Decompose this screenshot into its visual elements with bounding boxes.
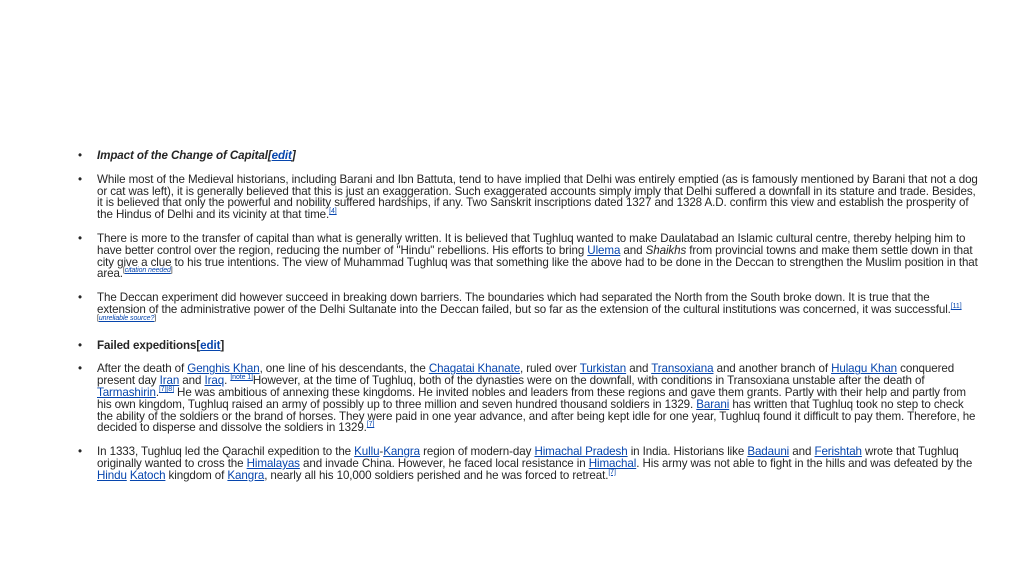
para-transfer-2: and [620, 243, 646, 257]
ref-link-7[interactable]: [7] [366, 421, 375, 429]
sup-bracket-close: ] [170, 267, 173, 275]
ref-link-7-8[interactable]: [7][8] [158, 385, 174, 393]
link-himachal[interactable]: Himachal [588, 456, 637, 470]
text-run: and [179, 374, 205, 388]
text-run: wrote that Tughluq originally wanted to cross the [97, 445, 959, 470]
link-barani[interactable]: Barani [696, 397, 730, 411]
edit-link-impact[interactable]: edit [271, 149, 292, 162]
link-himalayas[interactable]: Himalayas [246, 456, 300, 470]
text-run: - [379, 445, 384, 459]
text-run: and another branch of [713, 362, 832, 376]
shaikhs-italic: Shaikhs [645, 243, 687, 257]
link-kangra-2[interactable]: Kangra [227, 468, 265, 482]
heading-impact [97, 149, 296, 162]
link-kullu[interactable]: Kullu [354, 445, 380, 459]
link-transoxiana[interactable]: Transoxiana [651, 362, 714, 376]
sup-bracket-open: [ [122, 267, 125, 275]
heading-failed [97, 339, 224, 352]
link-tarmashirin[interactable]: Tarmashirin [97, 385, 156, 399]
text-run: . His army was not able to fight in the hills and was defeated by the [636, 456, 973, 470]
link-himachal-pradesh[interactable]: Himachal Pradesh [534, 445, 628, 459]
link-genghis-khan[interactable]: Genghis Khan [187, 362, 260, 376]
citation-needed-link[interactable]: citation needed [124, 267, 171, 275]
text-run: In 1333, Tughluq led the Qarachil expedition to the [97, 445, 355, 459]
link-iran[interactable]: Iran [159, 374, 180, 388]
link-chagatai-khanate[interactable]: Chagatai Khanate [428, 362, 521, 376]
ref-link-7-b[interactable]: [7] [608, 468, 616, 476]
bullet-historians [78, 174, 978, 221]
text-run: in India. Historians like [627, 445, 748, 459]
bullet-deccan [78, 292, 978, 327]
para-deccan: The Deccan experiment did however succeed in breaking down barriers. The boundaries which had separated the North from the South broke down. It is true that the extension of the administrative power of the Delhi Sultanate into the Deccan failed, but so far as the extension of the cultural institutions was concerned, it was successful. [97, 291, 951, 316]
text-run: , nearly all his 10,000 soldiers perished and he was forced to retreat. [264, 468, 609, 482]
para-transfer-3: from provincial towns and make them settle down in that city give a clue to his true intentions. The view of Muhammad Tughluq was that something like the above had to be done in the Deccan to strengthen the Muslim position in that area. [97, 243, 978, 281]
bullet-impact-heading [78, 150, 978, 162]
bullet-failed-heading [78, 340, 978, 352]
bracket-close: ] [291, 149, 296, 162]
link-hulagu-khan[interactable]: Hulagu Khan [831, 362, 898, 376]
edit-link-failed[interactable]: edit [200, 338, 221, 352]
para-transfer-1: There is more to the transfer of capital than what is generally written. It is believed that Tughluq wanted to make Daulatabad an Islamic cultural centre, thereby helping him to have better control over the region, reducing the number of "Hindu" rebellions. His efforts to bring [97, 231, 966, 257]
ref-link-4[interactable]: [4] [329, 208, 337, 216]
text-run: kingdom of [165, 468, 228, 482]
link-ferishtah[interactable]: Ferishtah [814, 445, 862, 459]
text-run: , ruled over [520, 362, 580, 376]
text-run: conquered present day [97, 362, 955, 388]
bullet-qarachil [78, 446, 978, 481]
link-badauni[interactable]: Badauni [747, 445, 790, 459]
bullet-transfer [78, 233, 978, 280]
link-ulema[interactable]: Ulema [587, 243, 621, 257]
heading-failed-title: Failed expeditions [97, 338, 197, 352]
text-run: . [224, 374, 231, 388]
text-run: region of modern-day [419, 445, 535, 459]
text-run: However, at the time of Tughluq, both of the dynasties were on the downfall, with conditions in Transoxiana unstable after the death of [252, 374, 925, 388]
text-run: and invade China. However, he faced local resistance in [299, 456, 589, 470]
text-run: and [789, 445, 815, 459]
bracket-open: [ [267, 149, 272, 162]
sup-bracket-close: ] [154, 314, 157, 322]
unreliable-source-link[interactable]: unreliable source? [98, 314, 155, 322]
bracket-close: ] [220, 338, 225, 352]
text-run: and [626, 362, 652, 376]
text-run: After the death of [97, 362, 188, 376]
sup-bracket-open: [ [97, 314, 99, 322]
heading-impact-title: Impact of the Change of Capital [97, 149, 268, 162]
link-katoch[interactable]: Katoch [129, 468, 166, 482]
bullet-genghis [78, 363, 978, 434]
link-turkistan[interactable]: Turkistan [579, 362, 627, 376]
citation-needed [123, 267, 173, 274]
ref-link-11[interactable]: [11] [950, 302, 962, 310]
link-hindu[interactable]: Hindu [97, 468, 127, 482]
text-run: has written that Tughluq took no step to check the ability of the soldiers or the brand of horses. They were paid in one year advance, and after being kept idle for one year, Tughluq found it difficult to pay them. Therefore, he decided to disperse and dissolve the soldiers in 1329. [97, 397, 976, 435]
text-run: , one line of his descendants, the [259, 362, 429, 376]
link-iraq[interactable]: Iraq [204, 374, 225, 388]
bracket-open: [ [196, 338, 201, 352]
text-run: . [155, 385, 159, 399]
link-kangra[interactable]: Kangra [383, 445, 420, 459]
bullet-list [78, 150, 978, 494]
note-link-1[interactable]: [note 1] [230, 374, 253, 382]
text-run: He was ambitious of annexing these kingdoms. He invited nobles and leaders from these regions and gave them grants. Partly with their help and partly from his own kingdom, Tughluq raised an army of possibly up to three million and seven hundred thousand soldiers in 1329. [97, 385, 966, 411]
para-historians: While most of the Medieval historians, including Barani and Ibn Battuta, tend to have implied that Delhi was entirely emptied (as is famously mentioned by Barani that not a dog or cat was left), it is generally believed that this is just an exaggeration. Such exaggerated accounts simply imply that Delhi suffered a downfall in its stature and trade. Besides, it is believed that only the powerful and nobility suffered hardships, if any. Two Sanskrit inscriptions dated 1327 and 1328 A.D. confirm this view and establish the prosperity of the Hindus of Delhi and its vicinity at that time. [97, 172, 978, 222]
